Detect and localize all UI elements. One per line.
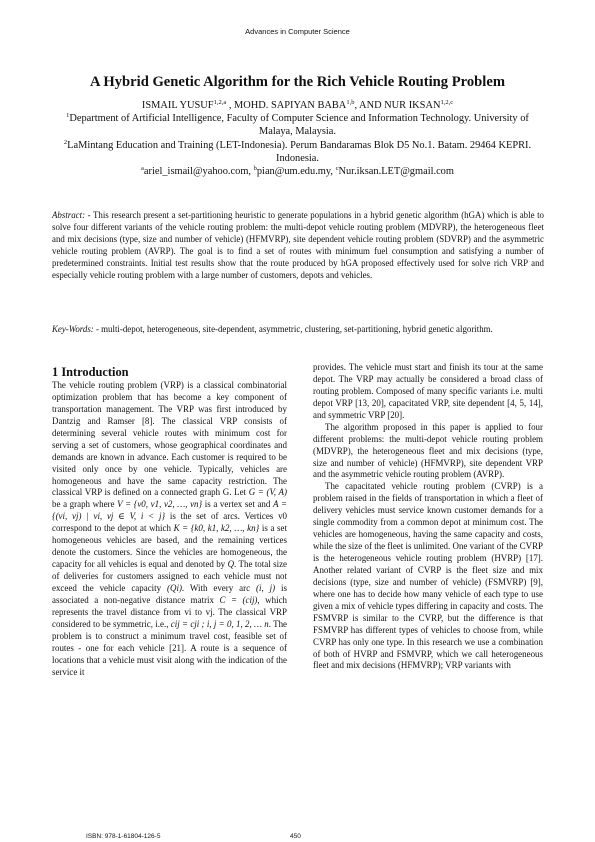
math-G: G = (V, A) (248, 487, 287, 498)
affiliation-2-text: LaMintang Education and Training (LET-Indonesia). Perum Bandaramas Blok D5 No.1. Batam. 29464 KEPRI. Indonesia. (67, 139, 532, 164)
math-K: K = {k0, k1, k2, …, kn} (173, 523, 260, 534)
email-a-sup: a (141, 165, 144, 173)
email-line (52, 165, 543, 178)
author-2-sup: 1,b (346, 99, 355, 106)
email-b: pian@um.edu.my, (256, 166, 336, 178)
affiliation-1-num: 1 (66, 112, 70, 120)
author-1: ISMAIL YUSUF (141, 100, 214, 111)
affiliation-1-text: Department of Artificial Intelligence, Faculty of Computer Science and Information Technology. University of Malaya, Malaysia. (69, 113, 529, 138)
math-Qi: (Qi) (167, 582, 182, 593)
math-V: V = {v0, v1, v2, …, vn} (117, 499, 203, 510)
math-C: C = (cij) (219, 594, 258, 605)
left-column (52, 380, 287, 678)
abstract-label: Abstract: (52, 210, 86, 220)
text-run: , which represents the travel distance from vi to vj. The classical VRP considered to be symmetric, i.e., (52, 594, 288, 629)
right-paragraph-3: The capacitated vehicle routing problem (CVRP) is a problem raised in the fields of transportation in which a fleet of delivery vehicles must service known customer demands for a single commodity from a common depot at minimum cost. The vehicles are homogeneous, having the same capacity and costs, while the size of the fleet is unlimited. One variant of the CVRP is the heterogeneous vehicle routing problem (HVRP) [17]. Another related variant of CVRP is the fleet size and mix decisions (type, size and number of vehicle) (FSMVRP) [9], where one has to decide how many vehicle of each type to use given a mix of vehicle types differing in capacity and costs. The FSMVRP is similar to the CVRP, but the difference is that FSMVRP has different types of vehicles to choose from, while CVRP has only one type. In this research we use a combination of both of HVRP and FSMVRP, which we call heterogeneous fleet and mix decisions (HFMVRP); VRP variants with (313, 481, 543, 671)
text-run: is the set of arcs. Vertices v0 correspond to the depot at which (52, 511, 288, 534)
section-heading-introduction (52, 365, 129, 380)
author-line (52, 99, 543, 112)
abstract-text: - This research present a set-partitioning heuristic to generate populations in a hybrid genetic algorithm (hGA) which is able to solve four different variants of the vehicle routing problem: the multi-depot vehicle routing problem (MDVRP), the heterogeneous fleet and mix decisions (type, size and number of vehicle) (HFMVRP), site dependent vehicle routing problem (SDVRP) and the asymmetric vehicle routing problem (AVRP). The goal is to find a set of routes with minimum fuel consumption and satisfying a number of predetermined constraints. Initial test results show that the route produced by hGA proposed effectively used for solve rich VRP and especially vehicle routing problem with a large number of customers, depots and vehicles. (52, 210, 544, 280)
text-run: . The total size of deliveries for customers assigned to each vehicle must not exceed the vehicle capacity (52, 559, 288, 593)
text-run: be a graph where (52, 499, 118, 510)
right-paragraph-2: The algorithm proposed in this paper is applied to four different problems: the multi-depot vehicle routing problem (MDVRP), the heterogeneous fleet and mix decisions (type, size and number of vehicle) (HFMVRP), site dependent VRP and the asymmetric vehicle routing problem (AVRP). (313, 421, 543, 480)
author-2: MOHD. SAPIYAN BABA (234, 100, 347, 111)
affiliation-2 (52, 139, 543, 165)
math-symmetry: cij = cji ; i, j = 0, 1, 2, … n (170, 618, 269, 629)
keywords-label: Key-Words: (52, 324, 94, 334)
author-separator: , (226, 100, 235, 111)
email-c-sup: c (335, 165, 339, 173)
author-separator: , AND (354, 100, 385, 111)
text-run: is a set homogeneous vehicles are based, and the remaining vertices denote the customers. Since the vehicles are homogeneous, the capacity for all vehicles is equal and denoted by (52, 523, 287, 570)
email-a: ariel_ismail@yahoo.com, (143, 166, 254, 178)
math-Q: Q (227, 559, 235, 570)
abstract (52, 210, 544, 281)
keywords (52, 324, 544, 336)
author-3-sup: 1,2,c (440, 99, 454, 106)
section-title: Introduction (61, 365, 129, 379)
keywords-text: - multi-depot, heterogeneous, site-dependent, asymmetric, clustering, set-partitioning, hybrid genetic algorithm. (93, 324, 493, 334)
authors-affiliations (52, 99, 543, 178)
footer-isbn: ISBN: 978-1-61804-126-5 (86, 833, 161, 840)
math-ij: (i, j) (256, 582, 276, 593)
text-run: . With every arc (181, 582, 256, 593)
right-paragraph-1: provides. The vehicle must start and finish its tour at the same depot. The VRP may actually be considered a broad class of routing problem. Composed of many specific variants i.e. multi depot VRP [13, 20], capacitated VRP, site dependent [4, 5, 14], and symmetric VRP [20]. (313, 362, 543, 420)
text-run: is a vertex set and (202, 499, 274, 510)
text-run: . The problem is to construct a minimum travel cost, feasible set of routes - one for each vehicle [21]. A route is a sequence of locations that a vehicle must visit along with the indication of the service it (52, 618, 288, 677)
affiliation-1 (52, 112, 543, 138)
affiliation-2-num: 2 (63, 138, 68, 146)
left-paragraph-1 (52, 380, 287, 678)
running-header: Advances in Computer Science (245, 27, 350, 36)
email-c: Nur.iksan.LET@gmail.com (338, 166, 454, 178)
paper-title: A Hybrid Genetic Algorithm for the Rich Vehicle Routing Problem (90, 74, 505, 90)
section-number: 1 (52, 365, 59, 379)
email-b-sup: b (253, 165, 257, 173)
right-column (313, 362, 543, 672)
page-number: 450 (290, 833, 301, 840)
text-run: is associated a non-negative distance matrix (52, 582, 287, 605)
math-A: A = {(vi, vj) | vi, vj ∈ V, i < j} (52, 499, 287, 522)
text-run: The vehicle routing problem (VRP) is a classical combinatorial optimization problem that has become a key component of transportation management. The VRP was first introduced by Dantzig and Ramser [8]. The classical VRP consists of determining several vehicle routes with minimum cost for serving a set of customers, whose geographical coordinates and demands are known in advance. Each customer is required to be visited only once by one vehicle. Typically, vehicles are homogeneous and have the same capacity restriction. The classical VRP is defined on a connected graph G. Let (52, 380, 287, 498)
author-1-sup: 1,2,a (213, 99, 227, 106)
author-3: NUR IKSAN (384, 100, 441, 111)
